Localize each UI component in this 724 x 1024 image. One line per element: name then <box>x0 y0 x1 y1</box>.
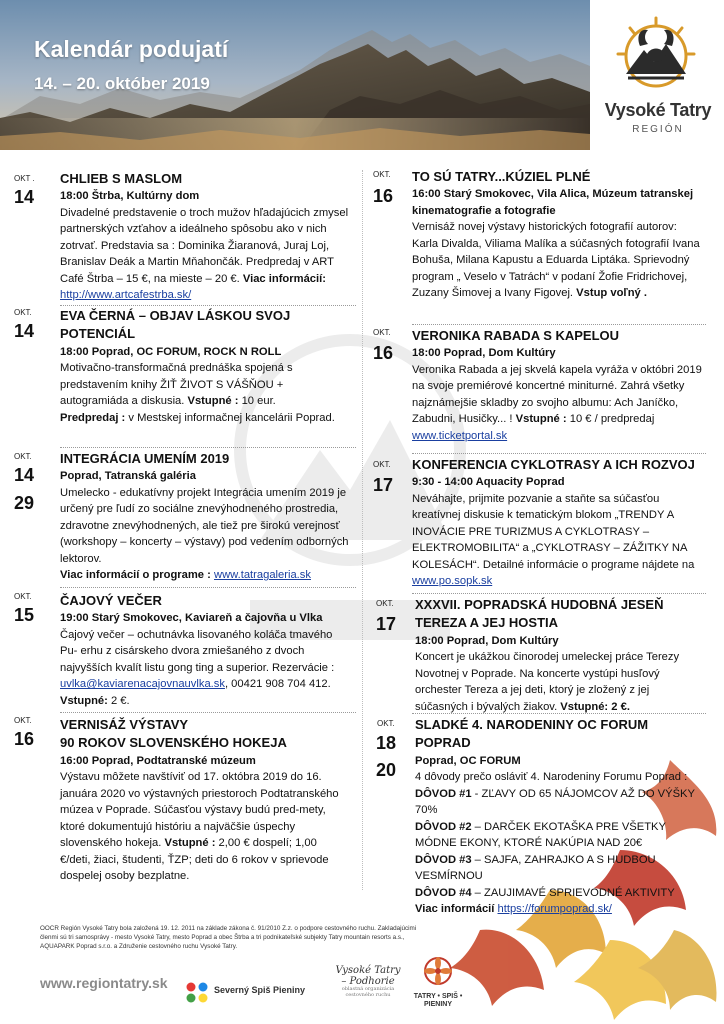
event-8-title: KONFERENCIA CYKLOTRASY A ICH ROZVOJ <box>412 457 695 472</box>
reason-2-text: – DARČEK EKOTAŠKA PRE VŠETKY MÓDNE EKONY, KTORÉ NAKÚPIA NAD 20€ <box>415 820 666 850</box>
event-10-day-end: 20 <box>376 760 397 780</box>
event-4-body <box>60 627 350 709</box>
event-7 <box>412 327 704 444</box>
footer-website-link[interactable]: www.regiontatry.sk <box>40 975 168 991</box>
event-4-phone: , 00421 908 704 412. <box>224 678 331 691</box>
spis-circles-icon <box>184 980 212 1004</box>
event-1 <box>60 170 356 304</box>
event-4-where: 19:00 Starý Smokovec, Kaviareň a čajovňa u Vlka <box>60 612 323 625</box>
event-1-link[interactable]: http://www.artcafestrba.sk/ <box>60 289 192 302</box>
event-4-month: OKT. <box>14 592 32 601</box>
event-5-subtitle: 90 ROKOV SLOVENSKÉHO HOKEJA <box>60 735 287 751</box>
event-9-where: 18:00 Poprad, Dom Kultúry <box>415 634 559 647</box>
event-8-description: Neváhajte, prijmite pozvanie a staňte sa súčasťou kreatívnej diskusie k tematickým blokom „TRENDY A INOVÁCIE PRE TURIZMUS A CYKLOTRASY – ELEKTROMOBILITA“ a „CYKLOTRASY – ZÁŽITKY NA KOLESÁCH“. Detailné informácie o programe nájdete na <box>412 492 695 571</box>
event-7-where: 18:00 Poprad, Dom Kultúry <box>412 347 556 360</box>
reason-4-label: DÔVOD #4 <box>415 886 472 899</box>
event-10-title: SLADKÉ 4. NARODENINY OC FORUM POPRAD <box>415 717 649 751</box>
event-2-entry-value: 10 eur. <box>238 395 276 408</box>
event-9-month: OKT. <box>376 599 394 608</box>
date-range: 14. – 20. október 2019 <box>34 74 210 93</box>
event-7-entry-label: Vstupné : <box>515 413 567 426</box>
event-3-description: Umelecko - edukatívny projekt Integrácia umením 2019 je určený pre ľudí zo sociálne znevýhodneného prostredia, zdravotne znevýhodnených, ale tiež pre širokú verejnosť (workshopy – koncerty – výstavy) pod vedením odborných lektorov. <box>60 486 349 565</box>
event-2-day: 14 <box>14 321 35 341</box>
event-7-description: Veronika Rabada a jej skvelá kapela vyráža v októbri 2019 na svoje premiérové koncertné miniturné. Zahrá všetky najznámejšie skladby zo svojho albumu: Ach Janíčko, Zabudni, Husičky... ! <box>412 363 702 426</box>
event-4-description: Čajový večer – ochutnávka lisovaného koláča tmavého Pu- erhu z cisárskeho dvora zmiešaného z dvoch najvyšších kvalít listu gong ting a superior. Rezervácie : <box>60 628 335 674</box>
event-8-where: 9:30 - 14:00 Aquacity Poprad <box>412 476 565 489</box>
event-3-where: Poprad, Tatranská galéria <box>60 470 196 483</box>
header-banner <box>0 0 724 150</box>
reason-3-label: DÔVOD #3 <box>415 853 472 866</box>
divider <box>412 453 706 454</box>
event-1-body <box>60 205 356 304</box>
event-3-day-start: 14 <box>14 465 35 485</box>
flower-icon <box>422 955 454 991</box>
event-7-month: OKT. <box>373 328 391 337</box>
event-6 <box>412 168 702 302</box>
chamois-sun-icon <box>610 16 702 94</box>
event-3 <box>60 450 350 584</box>
event-3-more-info: Viac informácií o programe : <box>60 569 214 582</box>
event-8-month: OKT. <box>373 460 391 469</box>
event-3-day-end: 29 <box>14 493 35 513</box>
event-10-reason <box>415 819 705 852</box>
event-8-day: 17 <box>373 475 394 495</box>
event-10-reason <box>415 885 705 901</box>
reason-1-text: - ZĽAVY OD 65 NÁJOMCOV AŽ DO VÝŠKY 70% <box>415 787 695 817</box>
event-4 <box>60 592 350 709</box>
event-7-title: VERONIKA RABADA S KAPELOU <box>412 328 620 343</box>
event-9 <box>415 596 705 715</box>
event-2-body <box>60 360 340 426</box>
partner-2-subtitle: oblastná organizácia cestovného ruchu <box>341 986 395 998</box>
event-9-title: XXXVII. POPRADSKÁ HUDOBNÁ JESEŇ <box>415 597 664 612</box>
event-10 <box>415 716 705 917</box>
event-10-more-info: Viac informácií <box>415 902 498 915</box>
divider <box>412 713 706 714</box>
event-2 <box>60 307 340 426</box>
event-3-body <box>60 485 350 584</box>
event-5-title: VERNISÁŽ VÝSTAVY <box>60 717 189 732</box>
event-2-entry-label: Vstupné : <box>187 395 239 408</box>
event-6-title: TO SÚ TATRY...KÚZIEL PLNÉ <box>412 169 591 184</box>
divider <box>60 712 356 713</box>
vysoke-tatry-logo <box>596 16 724 150</box>
divider <box>60 447 356 448</box>
reason-2-label: DÔVOD #2 <box>415 820 472 833</box>
page-title: Kalendár podujatí <box>34 36 229 62</box>
event-10-reason <box>415 852 705 885</box>
reason-3-text: – SAJFA, ZAHRAJKO A S HUDBOU VESMÍRNOU <box>415 853 656 883</box>
event-3-month: OKT. <box>14 452 32 461</box>
event-10-more <box>415 901 705 917</box>
event-9-entry: Vstupné: 2 €. <box>560 700 630 713</box>
event-1-month: OKT . <box>14 174 35 183</box>
event-4-day: 15 <box>14 605 35 625</box>
event-4-email-link[interactable]: uvlka@kaviarenacajovnauvlka.sk <box>60 678 225 691</box>
event-2-title: EVA ČERNÁ – OBJAV LÁSKOU SVOJ POTENCIÁL <box>60 308 291 342</box>
reason-4-text: – ZAUJIMAVÉ SPRIEVODNÉ AKTIVITY <box>471 886 675 899</box>
event-10-month: OKT. <box>377 719 395 728</box>
event-2-description: Motivačno-transformačná prednáška spojená s predstavením knihy ŽIŤ ŽIVOT S VÁŠŇOU + autogramiáda a diskusia. <box>60 362 293 408</box>
event-10-where: Poprad, OC FORUM <box>415 754 521 767</box>
tatry-spis-pieniny-logo <box>408 955 468 1019</box>
partner-2-name: Vysoké Tatry – Podhorie <box>335 965 401 987</box>
event-4-entry-value: 2 €. <box>107 694 130 707</box>
event-9-day: 17 <box>376 614 397 634</box>
event-3-link[interactable]: www.tatragaleria.sk <box>213 569 311 582</box>
divider <box>60 587 356 588</box>
event-5-month: OKT. <box>14 716 32 725</box>
event-5-description: Výstavu môžete navštíviť od 17. októbra 2019 do 16. januára 2020 vo výstavných priestoroch Podtatranského múzea v Poprade. Súčasťou výstavy budú pred-mety, ktoré dokumentujú históriu a najväčšie úspechy slovenského hokeja. <box>60 771 339 850</box>
event-7-day: 16 <box>373 343 394 363</box>
event-2-month: OKT. <box>14 308 32 317</box>
event-1-day: 14 <box>14 187 35 207</box>
footer-note: OOCR Región Vysoké Tatry bola založená 19. 12. 2011 na základe zákona č. 91/2010 Z.z. o podpore cestovného ruchu. Zakladajúcimi členmi sú tri samosprávy - mesto Vysoké Tatry, mesto Poprad a obec Štrba a tri podnikateľské subjekty Tatry mountain resorts a.s., AQUAPARK Poprad s.r.o. a Združenie cestovného ruchu Vysoké Tatry. <box>40 925 417 950</box>
divider <box>412 593 706 594</box>
partner-1-name: Severný Spiš Pieniny <box>214 985 306 995</box>
event-5-entry-label: Vstupné : <box>164 837 216 850</box>
event-10-day-start: 18 <box>376 733 397 753</box>
event-6-day: 16 <box>373 186 394 206</box>
event-6-free-entry: Vstup voľný . <box>576 287 647 300</box>
reason-1-label: DÔVOD #1 <box>415 787 472 800</box>
event-7-body <box>412 362 704 444</box>
event-7-entry-value: 10 € / predpredaj <box>566 413 655 426</box>
logo-region: REGIÓN <box>632 124 684 135</box>
column-divider <box>362 170 363 890</box>
event-1-where: 18:00 Štrba, Kultúrny dom <box>60 190 200 203</box>
podhorie-logo <box>333 965 403 998</box>
partner-3-name: TATRY • SPIŠ • PIENINY <box>413 993 463 1009</box>
event-9-body <box>415 649 705 715</box>
event-8-body <box>412 491 704 590</box>
logo-name: Vysoké Tatry <box>604 100 712 120</box>
event-9-description: Koncert je ukážkou činorodej umeleckej práce Terezy Novotnej v Poprade. Na koncerte vystúpi husľový orchester Tereza a jej deti, ktorý je zložený z jej súčasných i bývalých žiakov. <box>415 651 680 713</box>
event-5-where: 16:00 Poprad, Podtatranské múzeum <box>60 754 256 767</box>
event-5-day: 16 <box>14 729 35 749</box>
event-4-title: ČAJOVÝ VEČER <box>60 593 162 608</box>
event-2-presale-label: Predpredaj : <box>60 411 126 424</box>
divider <box>412 324 706 325</box>
event-5-body <box>60 769 350 884</box>
event-6-where: 16:00 Starý Smokovec, Vila Alica, Múzeum tatranskej kinematografie a fotografie <box>412 188 694 217</box>
event-6-description: Vernisáž novej výstavy historických fotografií autorov: Karla Divalda, Viliama Malíka a súčasných fotografií Ivana Bohuša, Milana Kapustu a Eduarda Liptáka. Sprievodný program „ Veselo v Tatrách“ v podaní Žofie Fridrichovej, Zuzany Šimovej a Ivany Figovej. <box>412 221 700 300</box>
event-5 <box>60 716 350 885</box>
event-10-reason <box>415 786 705 819</box>
event-2-where: 18:00 Poprad, OC FORUM, ROCK N ROLL <box>60 345 282 358</box>
event-8 <box>412 456 704 590</box>
event-1-description: Divadelné predstavenie o troch mužov hľadajúcich zmysel partnerských vzťahov a ideálneho spôsobu ako v nich zotrvať. Predstavia sa : Dominika Žiaranová, Juraj Loj, Branislav Deák a Martin Mňahončák. Predpredaj v ART Café Štrba – 15 €, na mieste – 20 €. <box>60 206 349 285</box>
event-6-month: OKT. <box>373 170 391 179</box>
event-6-body <box>412 219 702 301</box>
event-7-link[interactable]: www.ticketportal.sk <box>412 429 508 442</box>
event-2-presale-value: v Mestskej informačnej kancelárii Poprad. <box>125 411 335 424</box>
event-3-title: INTEGRÁCIA UMENÍM 2019 <box>60 451 230 466</box>
event-1-title: CHLIEB S MASLOM <box>60 171 183 186</box>
event-5-entry-value: 2,00 € dospelí; 1,00 €/deti, žiaci, študenti, ŤZP; deti do 6 rokov v sprievode dospelej osoby bezplatne. <box>60 837 329 883</box>
divider <box>60 305 356 306</box>
event-10-link[interactable]: https://forumpoprad.sk/ <box>497 902 612 915</box>
event-9-subtitle: TEREZA A JEJ HOSTIA <box>415 615 559 631</box>
event-10-intro: 4 dôvody prečo osláviť 4. Narodeniny Forumu Poprad : <box>415 771 688 784</box>
event-8-link[interactable]: www.po.sopk.sk <box>412 575 493 588</box>
severny-spis-logo <box>184 980 334 1004</box>
event-1-more-info: Viac informácií: <box>242 272 326 285</box>
event-4-entry-label: Vstupné: <box>60 694 108 707</box>
